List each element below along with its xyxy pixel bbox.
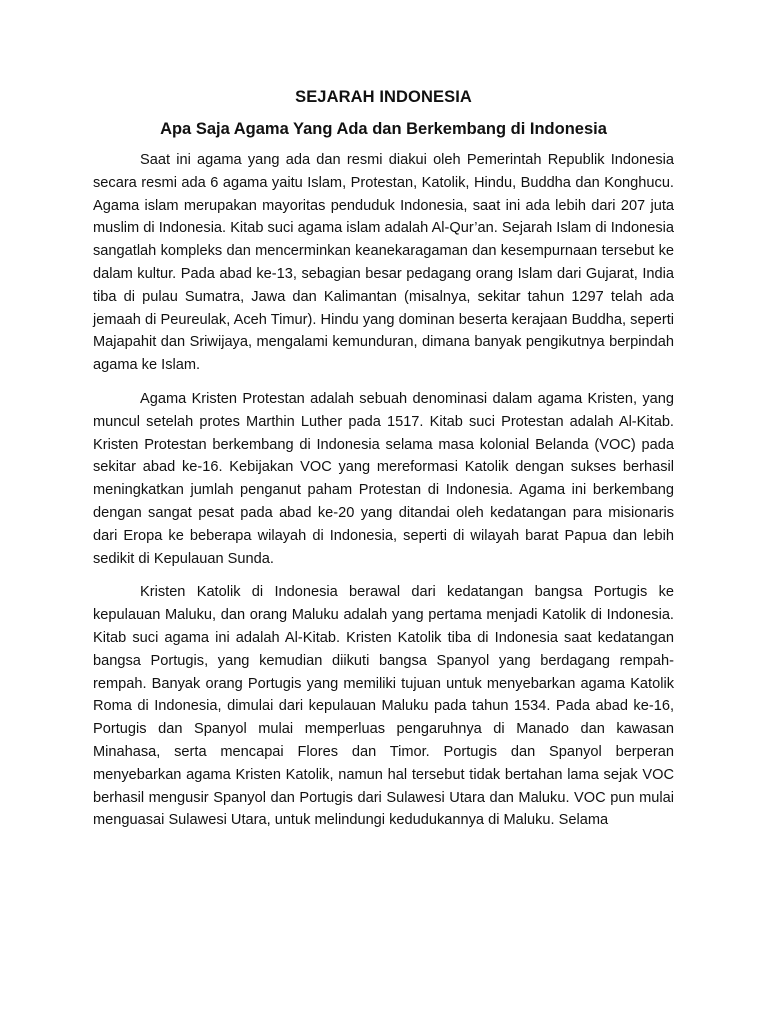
paragraph-protestan: Agama Kristen Protestan adalah sebuah denominasi dalam agama Kristen, yang muncul setelah protes Marthin Luther pada 1517. Kitab suci Protestan adalah Al-Kitab. Kristen Protestan berkembang di Indonesia selama masa kolonial Belanda (VOC) pada sekitar abad ke-16. Kebijakan VOC yang mereformasi Katolik dengan sukses berhasil meningkatkan jumlah penganut paham Protestan di Indonesia. Agama ini berkembang dengan sangat pesat pada abad ke-20 yang ditandai oleh kedatangan para misionaris dari Eropa ke beberapa wilayah di Indonesia, seperti di wilayah barat Papua dan lebih sedikit di Kepulauan Sunda.	[93, 390, 674, 567]
document-title: SEJARAH INDONESIA	[295, 88, 472, 106]
document-page	[93, 86, 674, 843]
paragraph-islam: Saat ini agama yang ada dan resmi diakui oleh Pemerintah Republik Indonesia secara resmi ada 6 agama yaitu Islam, Protestan, Katolik, Hindu, Buddha dan Konghucu. Agama islam merupakan mayoritas penduduk Indonesia, saat ini ada lebih dari 207 juta muslim di Indonesia. Kitab suci agama islam adalah Al-Qur’an. Sejarah Islam di Indonesia sangatlah kompleks dan mencerminkan keanekaragaman dan kesempurnaan tersebut ke dalam kultur. Pada abad ke-13, sebagian besar pedagang orang Islam dari Gujarat, India tiba di pulau Sumatra, Jawa dan Kalimantan (misalnya, sekitar tahun 1297 telah ada jemaah di Peureulak, Aceh Timur). Hindu yang dominan beserta kerajaan Buddha, seperti Majapahit dan Sriwijaya, mengalami kemunduran, dimana banyak pengikutnya berpindah agama ke Islam.	[93, 152, 674, 374]
paragraph-katolik: Kristen Katolik di Indonesia berawal dari kedatangan bangsa Portugis ke kepulauan Maluku, dan orang Maluku adalah yang pertama menjadi Katolik di Indonesia. Kitab suci agama ini adalah Al-Kitab. Kristen Katolik tiba di Indonesia saat kedatangan bangsa Portugis, yang kemudian diikuti bangsa Spanyol yang berdagang rempah-rempah. Banyak orang Portugis yang memiliki tujuan untuk menyebarkan agama Katolik Roma di Indonesia, dimulai dari kepulauan Maluku pada tahun 1534. Pada abad ke-16, Portugis dan Spanyol mulai memperluas pengaruhnya di Manado dan kawasan Minahasa, serta mencapai Flores dan Timor. Portugis dan Spanyol berperan menyebarkan agama Kristen Katolik, namun hal tersebut tidak bertahan lama sejak VOC berhasil mengusir Spanyol dan Portugis dari Sulawesi Utara dan Maluku. VOC pun mulai menguasai Sulawesi Utara, untuk melindungi kedudukannya di Maluku. Selama	[93, 584, 674, 829]
document-subtitle: Apa Saja Agama Yang Ada dan Berkembang di Indonesia	[160, 120, 607, 138]
